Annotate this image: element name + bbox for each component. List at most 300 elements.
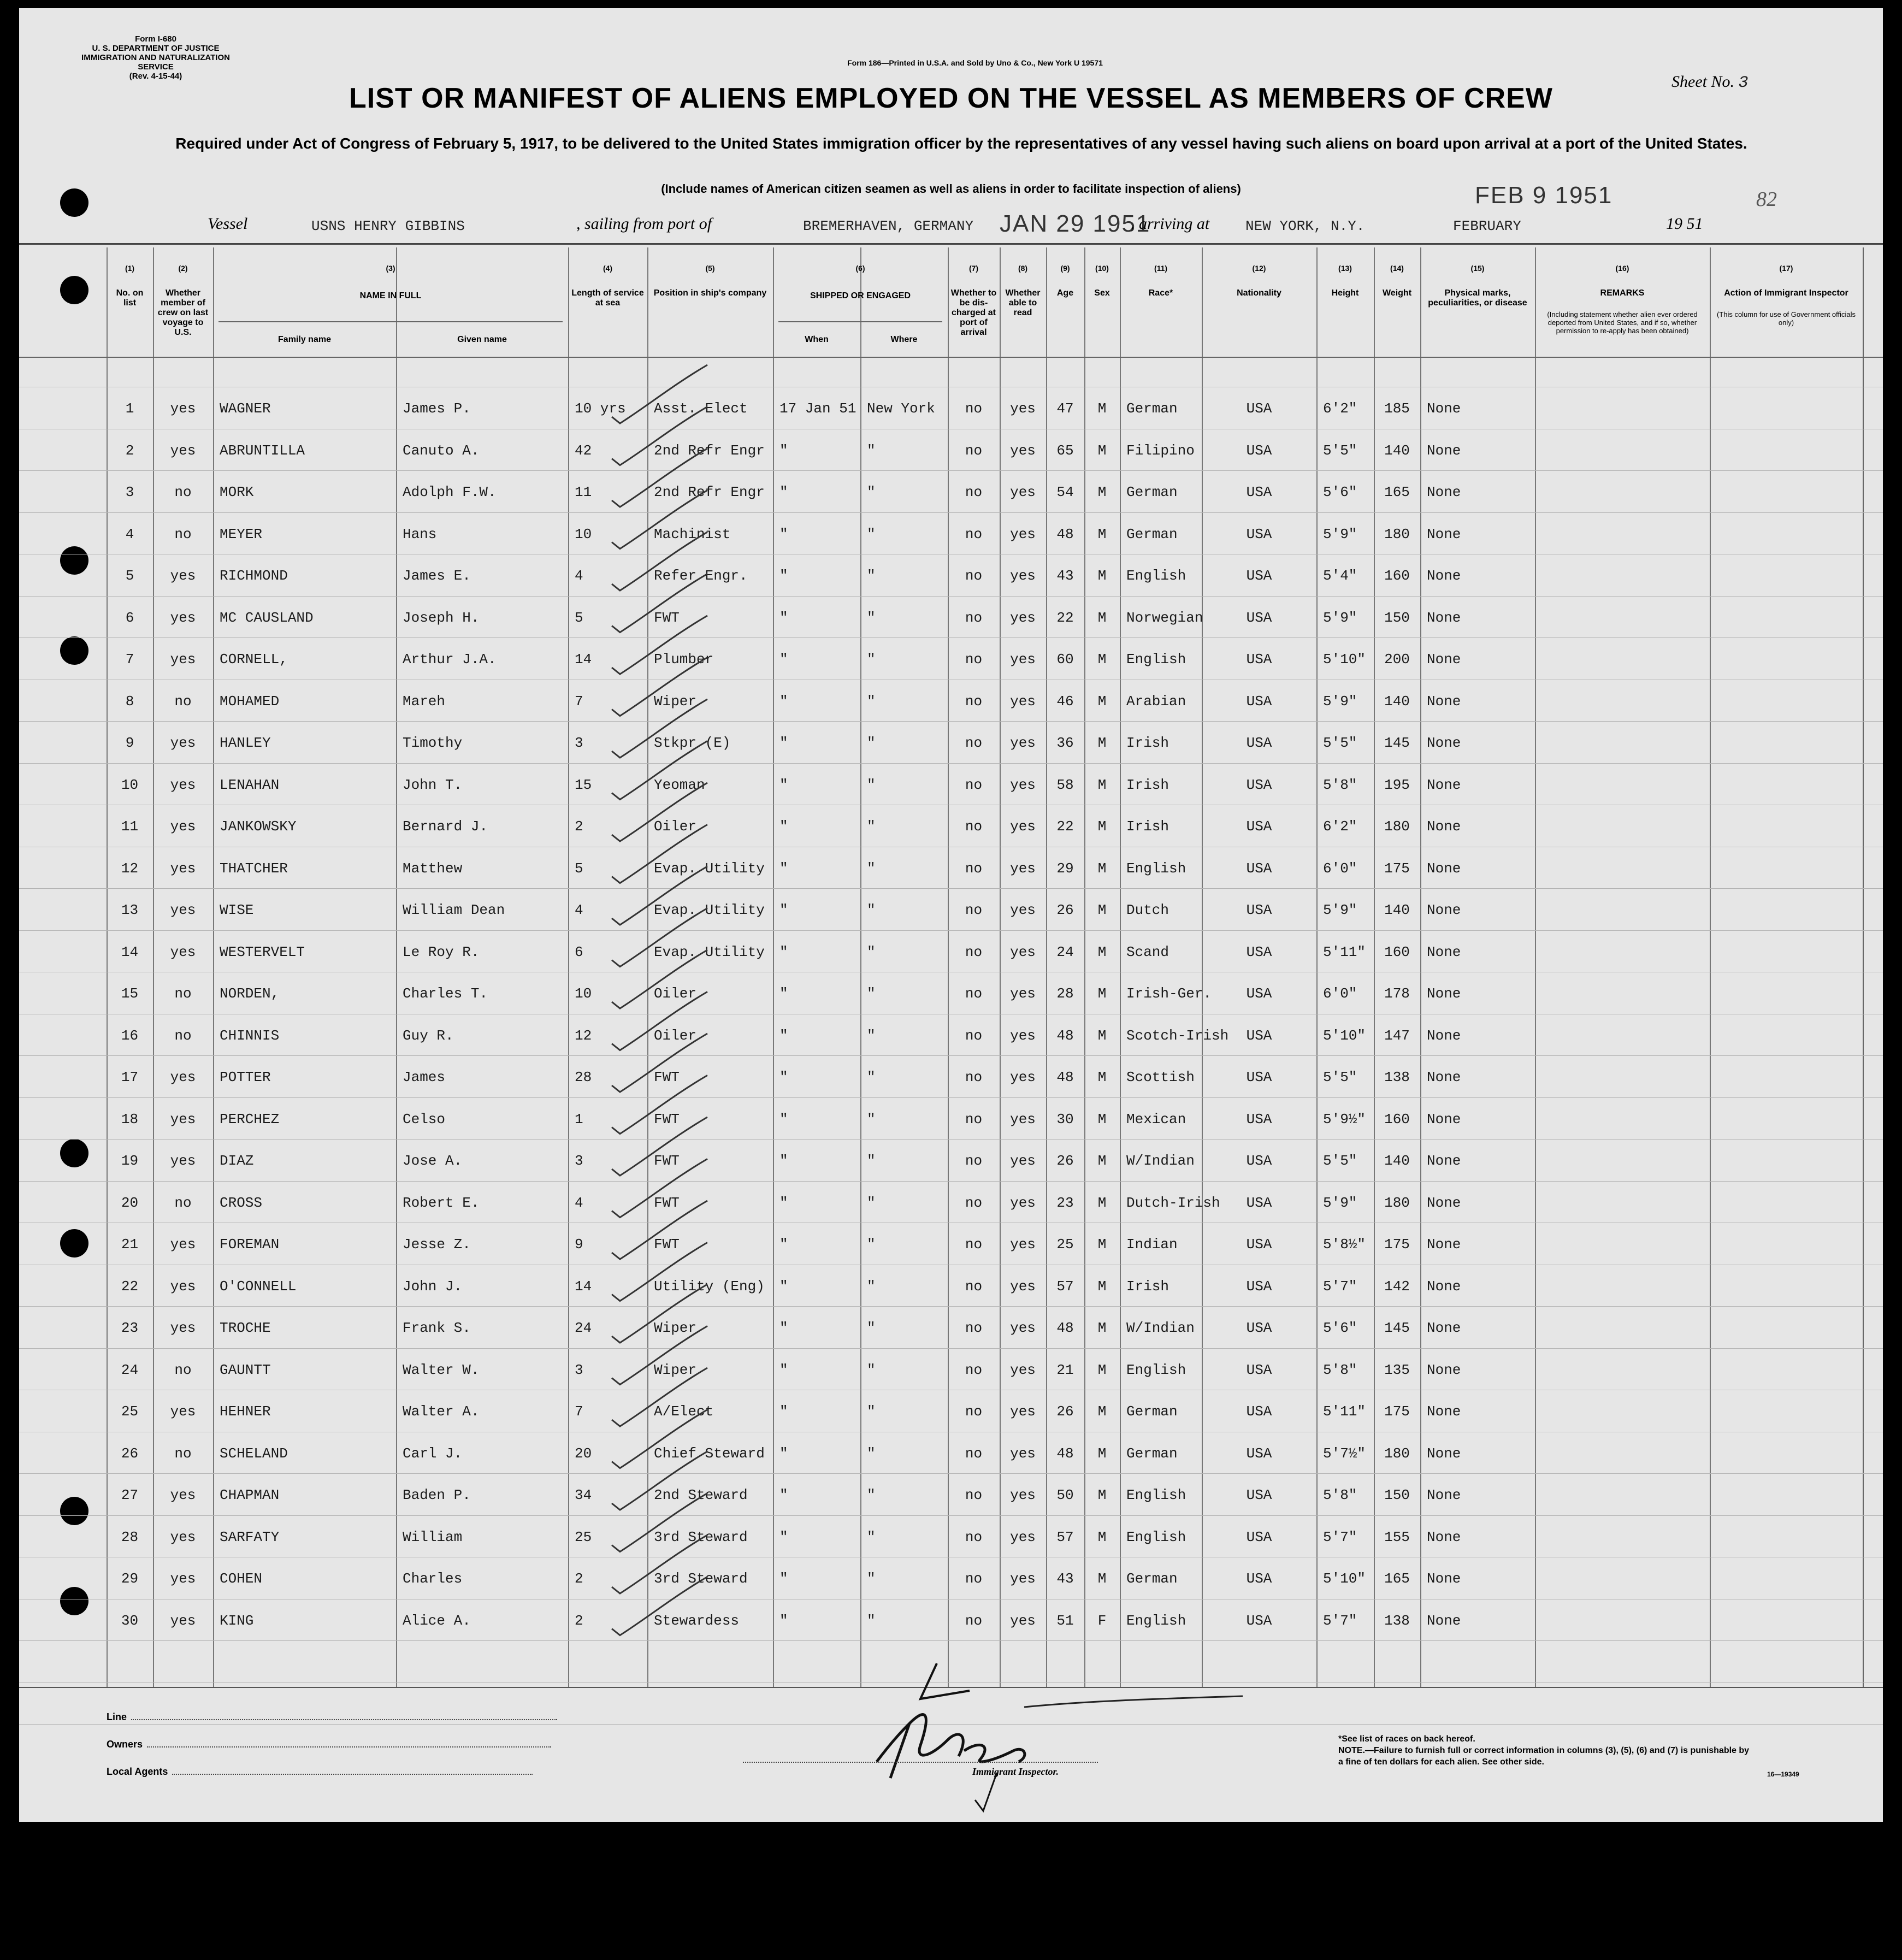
cell-where: " [867, 484, 876, 500]
cell-nationality: USA [1246, 985, 1272, 1002]
cell-position: FWT [654, 1111, 680, 1127]
cell-service: 7 [575, 693, 583, 710]
cell-no: 6 [125, 609, 134, 626]
cell-given: Jesse Z. [403, 1236, 471, 1253]
cell-crew: yes [170, 1571, 196, 1587]
cell-crew: yes [170, 1487, 196, 1503]
cell-sex: M [1097, 442, 1107, 459]
cell-when: " [779, 568, 788, 584]
cell-age: 48 [1056, 1320, 1074, 1336]
cell-where: " [867, 1320, 876, 1336]
cell-read: yes [1010, 1361, 1036, 1378]
cell-read: yes [1010, 1403, 1036, 1420]
footer-owners-field: Owners [107, 1739, 551, 1750]
cell-height: 6'2" [1323, 400, 1357, 417]
cell-discharge: no [965, 1487, 983, 1503]
cell-when: " [779, 818, 788, 835]
cell-read: yes [1010, 1487, 1036, 1503]
cell-weight: 195 [1384, 776, 1410, 793]
cell-age: 36 [1056, 735, 1074, 751]
cell-when: " [779, 1528, 788, 1545]
cell-service: 9 [575, 1236, 583, 1253]
cell-family: NORDEN, [220, 985, 280, 1002]
cell-age: 47 [1056, 400, 1074, 417]
column-header: Whether to be dis-charged at port of arrival [950, 288, 997, 337]
cell-discharge: no [965, 1403, 983, 1420]
cell-no: 17 [121, 1069, 139, 1085]
cell-race: English [1126, 1612, 1186, 1629]
cell-sex: M [1097, 1320, 1107, 1336]
arrival-port: NEW YORK, N.Y. [1245, 218, 1365, 234]
cell-where: " [867, 860, 876, 877]
cell-marks: None [1427, 1361, 1461, 1378]
cell-marks: None [1427, 1153, 1461, 1169]
cell-nationality: USA [1246, 1236, 1272, 1253]
cell-nationality: USA [1246, 1111, 1272, 1127]
cell-nationality: USA [1246, 484, 1272, 500]
cell-crew: yes [170, 943, 196, 960]
column-header: REMARKS [1600, 288, 1645, 298]
column-header: Length of service at sea [571, 288, 644, 308]
cell-sex: M [1097, 902, 1107, 918]
cell-read: yes [1010, 400, 1036, 417]
cell-crew: yes [170, 1153, 196, 1169]
cell-height: 5'11" [1323, 943, 1366, 960]
cell-family: WESTERVELT [220, 943, 305, 960]
cell-where: " [867, 1278, 876, 1295]
cell-family: O'CONNELL [220, 1278, 297, 1295]
cell-sex: M [1097, 693, 1107, 710]
cell-crew: yes [170, 442, 196, 459]
cell-age: 43 [1056, 568, 1074, 584]
cell-age: 60 [1056, 651, 1074, 668]
cell-age: 48 [1056, 1069, 1074, 1085]
cell-service: 25 [575, 1528, 592, 1545]
cell-nationality: USA [1246, 1069, 1272, 1085]
cell-crew: yes [170, 1111, 196, 1127]
sheet-number: Sheet No. 3 [1671, 73, 1749, 92]
cell-no: 30 [121, 1612, 139, 1629]
cell-position: 2nd Refr Engr [654, 442, 765, 459]
cell-height: 5'8½" [1323, 1236, 1366, 1253]
cell-discharge: no [965, 1361, 983, 1378]
cell-nationality: USA [1246, 1153, 1272, 1169]
cell-sex: M [1097, 568, 1107, 584]
cell-race: Irish [1126, 776, 1169, 793]
cell-when: " [779, 735, 788, 751]
cell-height: 5'10" [1323, 651, 1366, 668]
cell-service: 3 [575, 1153, 583, 1169]
cell-sex: M [1097, 1528, 1107, 1545]
cell-age: 29 [1056, 860, 1074, 877]
cell-age: 26 [1056, 902, 1074, 918]
cell-crew: yes [170, 400, 196, 417]
cell-marks: None [1427, 1194, 1461, 1211]
cell-marks: None [1427, 1027, 1461, 1044]
cell-age: 46 [1056, 693, 1074, 710]
cell-given: William Dean [403, 902, 505, 918]
cell-weight: 145 [1384, 1320, 1410, 1336]
cell-no: 4 [125, 526, 134, 542]
cell-family: MC CAUSLAND [220, 609, 314, 626]
cell-crew: no [174, 1027, 192, 1044]
cell-service: 14 [575, 1278, 592, 1295]
cell-race: English [1126, 1361, 1186, 1378]
cell-no: 22 [121, 1278, 139, 1295]
cell-read: yes [1010, 1612, 1036, 1629]
cell-discharge: no [965, 568, 983, 584]
cell-service: 6 [575, 943, 583, 960]
cell-no: 11 [121, 818, 139, 835]
cell-weight: 140 [1384, 902, 1410, 918]
cell-given: Joseph H. [403, 609, 480, 626]
cell-age: 23 [1056, 1194, 1074, 1211]
cell-marks: None [1427, 1111, 1461, 1127]
cell-when: " [779, 1361, 788, 1378]
cell-age: 57 [1056, 1528, 1074, 1545]
cell-age: 30 [1056, 1111, 1074, 1127]
cell-marks: None [1427, 1403, 1461, 1420]
cell-where: " [867, 693, 876, 710]
cell-marks: None [1427, 484, 1461, 500]
cell-marks: None [1427, 776, 1461, 793]
cell-when: " [779, 442, 788, 459]
cell-given: Jose A. [403, 1153, 463, 1169]
cell-discharge: no [965, 1320, 983, 1336]
cell-sex: M [1097, 1111, 1107, 1127]
cell-given: Frank S. [403, 1320, 471, 1336]
cell-where: " [867, 442, 876, 459]
cell-marks: None [1427, 1445, 1461, 1462]
cell-marks: None [1427, 1612, 1461, 1629]
cell-given: John J. [403, 1278, 463, 1295]
cell-given: Walter A. [403, 1403, 480, 1420]
cell-age: 26 [1056, 1153, 1074, 1169]
cell-sex: M [1097, 818, 1107, 835]
inspector-label: Immigrant Inspector. [972, 1766, 1059, 1777]
cell-weight: 160 [1384, 568, 1410, 584]
cell-discharge: no [965, 860, 983, 877]
cell-marks: None [1427, 860, 1461, 877]
column-number: (2) [178, 264, 188, 273]
cell-when: " [779, 484, 788, 500]
cell-height: 5'5" [1323, 735, 1357, 751]
cell-weight: 140 [1384, 1153, 1410, 1169]
cell-race: Irish [1126, 818, 1169, 835]
cell-height: 5'8" [1323, 1487, 1357, 1503]
cell-crew: yes [170, 1069, 196, 1085]
cell-position: 2nd Refr Engr [654, 484, 765, 500]
cell-race: Irish [1126, 1278, 1169, 1295]
column-header: No. on list [116, 288, 144, 308]
cell-marks: None [1427, 1069, 1461, 1085]
cell-discharge: no [965, 818, 983, 835]
cell-race: German [1126, 400, 1178, 417]
cell-crew: yes [170, 1612, 196, 1629]
cell-given: Baden P. [403, 1487, 471, 1503]
cell-sex: M [1097, 1487, 1107, 1503]
cell-position: Oiler [654, 1027, 697, 1044]
cell-service: 3 [575, 1361, 583, 1378]
cell-given: James P. [403, 400, 471, 417]
cell-where: " [867, 651, 876, 668]
cell-height: 6'0" [1323, 860, 1357, 877]
cell-no: 28 [121, 1528, 139, 1545]
cell-service: 5 [575, 609, 583, 626]
cell-position: Refer Engr. [654, 568, 748, 584]
cell-family: PERCHEZ [220, 1111, 280, 1127]
cell-race: English [1126, 1487, 1186, 1503]
cell-race: German [1126, 1445, 1178, 1462]
cell-family: DIAZ [220, 1153, 254, 1169]
cell-no: 8 [125, 693, 134, 710]
cell-crew: yes [170, 902, 196, 918]
cell-age: 48 [1056, 1445, 1074, 1462]
cell-marks: None [1427, 943, 1461, 960]
cell-nationality: USA [1246, 1027, 1272, 1044]
cell-no: 19 [121, 1153, 139, 1169]
cell-race: Irish-Ger. [1126, 985, 1212, 1002]
cell-family: LENAHAN [220, 776, 280, 793]
cell-when: " [779, 860, 788, 877]
cell-sex: F [1097, 1612, 1107, 1629]
cell-service: 2 [575, 1571, 583, 1587]
cell-read: yes [1010, 1278, 1036, 1295]
cell-marks: None [1427, 1571, 1461, 1587]
cell-discharge: no [965, 1445, 983, 1462]
cell-crew: yes [170, 776, 196, 793]
cell-discharge: no [965, 1111, 983, 1127]
cell-given: Alice A. [403, 1612, 471, 1629]
cell-service: 1 [575, 1111, 583, 1127]
cell-position: FWT [654, 609, 680, 626]
cell-marks: None [1427, 902, 1461, 918]
cell-discharge: no [965, 526, 983, 542]
cell-position: Evap. Utility [654, 943, 765, 960]
cell-position: 3rd Steward [654, 1528, 748, 1545]
cell-no: 21 [121, 1236, 139, 1253]
cell-nationality: USA [1246, 1528, 1272, 1545]
cell-sex: M [1097, 484, 1107, 500]
cell-marks: None [1427, 1320, 1461, 1336]
cell-discharge: no [965, 943, 983, 960]
cell-race: Irish [1126, 735, 1169, 751]
cell-service: 14 [575, 651, 592, 668]
cell-given: Matthew [403, 860, 463, 877]
cell-height: 5'7" [1323, 1612, 1357, 1629]
cell-sex: M [1097, 400, 1107, 417]
cell-where: " [867, 1403, 876, 1420]
cell-when: " [779, 609, 788, 626]
cell-read: yes [1010, 484, 1036, 500]
cell-marks: None [1427, 609, 1461, 626]
cell-age: 24 [1056, 943, 1074, 960]
cell-sex: M [1097, 609, 1107, 626]
cell-family: WISE [220, 902, 254, 918]
cell-marks: None [1427, 1528, 1461, 1545]
cell-nationality: USA [1246, 1320, 1272, 1336]
cell-position: Evap. Utility [654, 860, 765, 877]
cell-position: FWT [654, 1236, 680, 1253]
cell-race: Scottish [1126, 1069, 1195, 1085]
cell-discharge: no [965, 1027, 983, 1044]
cell-age: 48 [1056, 526, 1074, 542]
cell-where: " [867, 526, 876, 542]
cell-where: " [867, 1027, 876, 1044]
cell-discharge: no [965, 1571, 983, 1587]
cell-weight: 160 [1384, 943, 1410, 960]
cell-given: Adolph F.W. [403, 484, 497, 500]
column-note: (This column for use of Government officials only) [1716, 310, 1856, 327]
column-number: (5) [705, 264, 715, 273]
cell-given: William [403, 1528, 463, 1545]
cell-service: 7 [575, 1403, 583, 1420]
column-number: (13) [1338, 264, 1352, 273]
column-subheader: Given name [457, 335, 507, 344]
cell-sex: M [1097, 735, 1107, 751]
cell-weight: 155 [1384, 1528, 1410, 1545]
cell-position: FWT [654, 1069, 680, 1085]
column-header: Height [1331, 288, 1359, 298]
cell-marks: None [1427, 651, 1461, 668]
cell-height: 5'4" [1323, 568, 1357, 584]
cell-height: 5'9" [1323, 526, 1357, 542]
received-date-stamp: FEB 9 1951 [1475, 182, 1613, 209]
cell-height: 5'9" [1323, 609, 1357, 626]
cell-weight: 178 [1384, 985, 1410, 1002]
cell-height: 5'9" [1323, 902, 1357, 918]
cell-family: FOREMAN [220, 1236, 280, 1253]
cell-position: Machinist [654, 526, 731, 542]
cell-when: " [779, 1612, 788, 1629]
cell-read: yes [1010, 985, 1036, 1002]
cell-where: " [867, 943, 876, 960]
cell-crew: yes [170, 818, 196, 835]
cell-given: Charles [403, 1571, 463, 1587]
cell-weight: 180 [1384, 1194, 1410, 1211]
cell-position: Stewardess [654, 1612, 740, 1629]
cell-where: " [867, 902, 876, 918]
cell-service: 15 [575, 776, 592, 793]
vessel-label: Vessel [208, 215, 248, 233]
footer-agents-field: Local Agents [107, 1766, 533, 1778]
vessel-name: USNS HENRY GIBBINS [311, 218, 465, 234]
cell-no: 24 [121, 1361, 139, 1378]
cell-position: Wiper [654, 1320, 697, 1336]
cell-family: RICHMOND [220, 568, 288, 584]
vessel-line [208, 210, 1846, 243]
inspector-signature [795, 1647, 1286, 1822]
cell-service: 34 [575, 1487, 592, 1503]
cell-position: Yeoman [654, 776, 705, 793]
cell-given: Canuto A. [403, 442, 480, 459]
cell-marks: None [1427, 1487, 1461, 1503]
cell-race: English [1126, 568, 1186, 584]
cell-crew: no [174, 526, 192, 542]
cell-read: yes [1010, 860, 1036, 877]
cell-discharge: no [965, 400, 983, 417]
cell-sex: M [1097, 943, 1107, 960]
cell-height: 5'8" [1323, 1361, 1357, 1378]
cell-race: German [1126, 484, 1178, 500]
cell-sex: M [1097, 985, 1107, 1002]
cell-given: Hans [403, 526, 437, 542]
cell-family: MEYER [220, 526, 263, 542]
column-header: Action of Immigrant Inspector [1724, 288, 1848, 298]
cell-position: FWT [654, 1153, 680, 1169]
cell-crew: yes [170, 651, 196, 668]
cell-crew: yes [170, 1403, 196, 1420]
cell-marks: None [1427, 818, 1461, 835]
cell-weight: 175 [1384, 1236, 1410, 1253]
column-subheader: Family name [278, 335, 331, 344]
cell-family: THATCHER [220, 860, 288, 877]
cell-nationality: USA [1246, 1487, 1272, 1503]
cell-where: " [867, 1612, 876, 1629]
cell-weight: 175 [1384, 1403, 1410, 1420]
instruction-note: (Include names of American citizen seamen as well as aliens in order to facilitate inspection of aliens) [661, 182, 1241, 196]
cell-age: 22 [1056, 609, 1074, 626]
cell-position: Evap. Utility [654, 902, 765, 918]
cell-sex: M [1097, 1445, 1107, 1462]
cell-nationality: USA [1246, 693, 1272, 710]
departure-date-stamp: JAN 29 1951 [1000, 210, 1151, 237]
arrival-month: FEBRUARY [1453, 218, 1521, 234]
cell-where: " [867, 1236, 876, 1253]
cell-service: 4 [575, 902, 583, 918]
cell-given: Charles T. [403, 985, 488, 1002]
cell-discharge: no [965, 985, 983, 1002]
cell-sex: M [1097, 1153, 1107, 1169]
cell-where: " [867, 1571, 876, 1587]
page-title: LIST OR MANIFEST OF ALIENS EMPLOYED ON THE VESSEL AS MEMBERS OF CREW [349, 82, 1553, 114]
cell-where: " [867, 1487, 876, 1503]
column-subheader: When [805, 335, 829, 344]
cell-no: 1 [125, 400, 134, 417]
cell-race: English [1126, 860, 1186, 877]
cell-service: 12 [575, 1027, 592, 1044]
cell-height: 5'7½" [1323, 1445, 1366, 1462]
cell-read: yes [1010, 1069, 1036, 1085]
form-print-code: 16—19349 [1767, 1770, 1799, 1778]
sailing-label: , sailing from port of [576, 215, 712, 233]
cell-when: " [779, 1403, 788, 1420]
cell-crew: no [174, 484, 192, 500]
cell-given: Arthur J.A. [403, 651, 497, 668]
cell-where: " [867, 1111, 876, 1127]
cell-marks: None [1427, 693, 1461, 710]
cell-nationality: USA [1246, 400, 1272, 417]
cell-where: " [867, 1194, 876, 1211]
cell-weight: 147 [1384, 1027, 1410, 1044]
cell-family: JANKOWSKY [220, 818, 297, 835]
cell-sex: M [1097, 1403, 1107, 1420]
cell-where: " [867, 1153, 876, 1169]
cell-nationality: USA [1246, 818, 1272, 835]
cell-age: 21 [1056, 1361, 1074, 1378]
cell-discharge: no [965, 1528, 983, 1545]
cell-age: 43 [1056, 1571, 1074, 1587]
cell-discharge: no [965, 735, 983, 751]
column-number: (10) [1095, 264, 1109, 273]
cell-weight: 160 [1384, 1111, 1410, 1127]
cell-position: A/Elect [654, 1403, 714, 1420]
cell-position: Utility (Eng) [654, 1278, 765, 1295]
column-number: (11) [1154, 264, 1168, 273]
cell-service: 2 [575, 818, 583, 835]
cell-family: ABRUNTILLA [220, 442, 305, 459]
cell-crew: yes [170, 1528, 196, 1545]
